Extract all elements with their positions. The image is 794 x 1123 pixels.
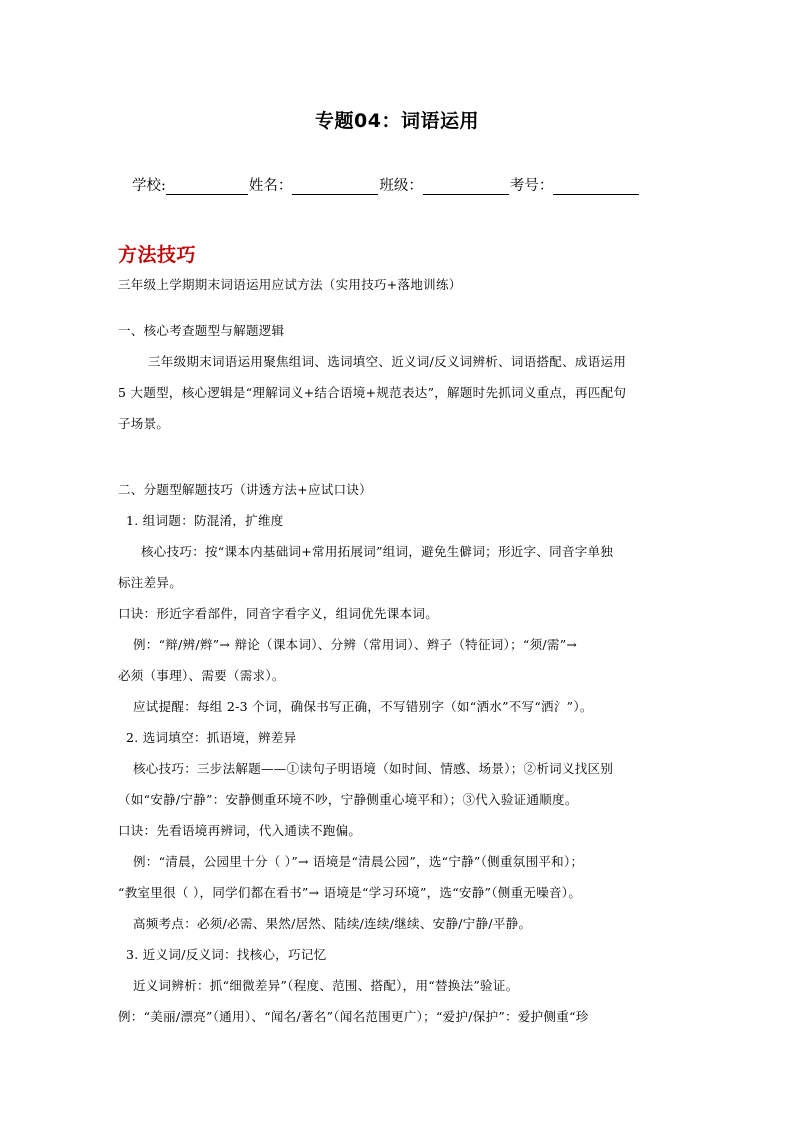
paragraph-line: 例：“美丽/漂亮”（通用）、“闻名/著名”（闻名范围更广）；“爱护/保护”：爱护侧重“珍 [118,1009,589,1024]
paragraph-line: “教室里很（ ），同学们都在看书”→ 语境是“学习环境”，选“安静”（侧重无噪音）。 [118,885,582,900]
heading-two: 二、分题型解题技巧（讲透方法+应试口诀） [118,482,372,497]
paragraph-line: 例：“辩/辨/辫”→ 辩论（课本词）、分辨（常用词）、辫子（特征词）；“须/需”→ [133,637,578,652]
paragraph-line: 核心技巧：按“课本内基础词+常用拓展词”组词，避免生僻词；形近字、同音字单独 [141,544,614,559]
paragraph-line: 5 大题型，核心逻辑是“理解词义+结合语境+规范表达”，解题时先抓词义重点，再匹配句 [118,385,627,400]
heading-one: 一、核心考查题型与解题逻辑 [118,323,285,338]
school-blank[interactable] [166,178,248,195]
paragraph-line: 近义词辨析：抓“细微差异”（程度、范围、搭配），用“替换法”验证。 [133,978,519,993]
class-label: 班级： [379,178,423,194]
name-label: 姓名： [248,178,293,194]
page-title: 专题04：词语运用 [315,110,479,132]
paragraph-line: 三年级期末词语运用聚焦组词、选词填空、近义词/反义词辨析、词语搭配、成语运用 [148,354,627,369]
paragraph-line: 子场景。 [118,416,170,431]
paragraph-line: （如“安静/宁静”：安静侧重环境不吵，宁静侧重心境平和）；③代入验证通顺度。 [118,792,578,807]
class-blank[interactable] [423,178,509,195]
sub-heading: 2. 选词填空：抓语境，辨差异 [126,730,297,745]
school-label: 学校: [132,178,166,194]
number-blank[interactable] [553,178,639,195]
number-label: 考号： [509,178,554,194]
paragraph-line: 核心技巧：三步法解题——①读句子明语境（如时间、情感、场景）；②析词义找区别 [133,761,614,776]
name-blank[interactable] [292,178,378,195]
student-info-row [132,174,640,195]
paragraph-line: 口诀：形近字看部件，同音字看字义，组词优先课本词。 [118,606,439,621]
section-heading: 方法技巧 [118,244,197,266]
paragraph-line: 口诀：先看语境再辨词，代入通读不跑偏。 [118,823,362,838]
paragraph-line: 应试提醒：每组 2-3 个词，确保书写正确，不写错别字（如“洒水”不写“洒氵”）。 [133,699,593,714]
sub-heading: 1. 组词题：防混淆，扩维度 [126,513,284,528]
paragraph-line: 例：“清晨，公园里十分（ ）”→ 语境是“清晨公园”，选“宁静”（侧重氛围平和）； [133,854,584,869]
sub-heading: 3. 近义词/反义词：找核心，巧记忆 [126,947,327,962]
paragraph-line: 高频考点：必须/必需、果然/居然、陆续/连续/继续、安静/宁静/平静。 [133,916,532,931]
paragraph-line: 必须（事理）、需要（需求）。 [118,668,285,683]
subtitle-line: 三年级上学期期末词语运用应试方法（实用技巧+落地训练） [118,277,462,292]
paragraph-line: 标注差异。 [118,575,183,590]
